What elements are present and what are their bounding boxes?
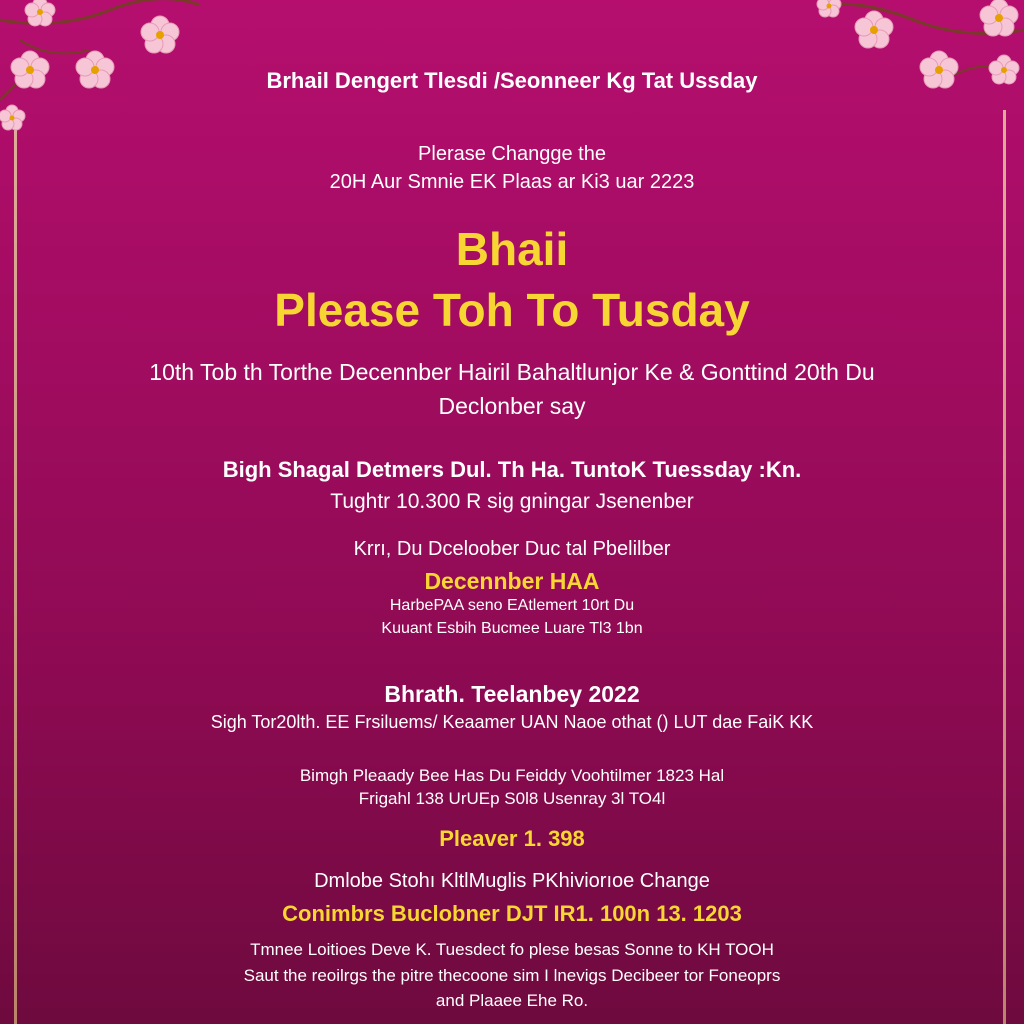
intro-line-2: 20H Aur Smnie EK Plaas ar Ki3 uar 2223: [329, 171, 695, 193]
section3-heading: Bhrath. Teelanbey 2022: [384, 681, 640, 707]
section3-line: Sigh Tor20lth. EE Frsiluems/ Keaamer UAN Naoe othat () LUT dae FaiK KK: [210, 712, 814, 732]
main-title-line-2: Please Toh To Tusday: [274, 284, 750, 336]
section4-highlight: Pleaver 1. 398: [439, 826, 585, 851]
section5-line-2: Tmnee Loitioes Deve K. Tuesdect fo plese besas Sonne to KH TOOH: [250, 940, 774, 959]
section5-line-4: and Plaaee Ehe Ro.: [435, 991, 589, 1010]
intro-line-1: Plerase Changge the: [418, 143, 606, 165]
section5-line-3: Saut the reoilrgs the pitre thecoone sim I lnevigs Decibeer tor Foneoprs: [243, 966, 781, 985]
section2-line-3: Kuuant Esbih Bucmee Luare Tl3 1bn: [381, 620, 643, 637]
section4-line-2: Frigahl 138 UrUEp S0l8 Usenray 3l TO4l: [358, 789, 666, 808]
section2-line-2: HarbePAA seno EAtlemert 10rt Du: [389, 597, 635, 614]
section1-heading: Bigh Shagal Detmers Dul. Th Ha. TuntoK Tuessday :Kn.: [222, 457, 802, 482]
section2-line-1: Krrı, Du Dceloober Duc tal Pbelilber: [353, 538, 671, 560]
subtitle-line-1: 10th Tob th Torthe Decennber Hairil Bahaltlunjor Ke & Gonttind 20th Du: [149, 359, 875, 385]
main-title-line-1: Bhaii: [455, 223, 569, 275]
section4-line-1: Bimgh Pleaady Bee Has Du Feiddy Voohtilmer 1823 Hal: [299, 766, 725, 785]
section2-highlight: Decennber HAA: [424, 568, 600, 594]
section5-highlight: Conimbrs Buclobner DJT IR1. 100n 13. 1203: [282, 901, 742, 926]
subtitle-line-2: Declonber say: [438, 393, 586, 419]
left-border-line: [14, 110, 17, 1024]
right-border-line: [1003, 110, 1006, 1024]
section1-line: Tughtr 10.300 R sig gningar Jsenenber: [330, 490, 694, 513]
section5-line-1: Dmlobe Stohı KltlMuglis PKhiviorıoe Change: [314, 870, 710, 892]
header-line: Brhail Dengert Tlesdi /Seonneer Kg Tat Ussday: [266, 68, 758, 93]
